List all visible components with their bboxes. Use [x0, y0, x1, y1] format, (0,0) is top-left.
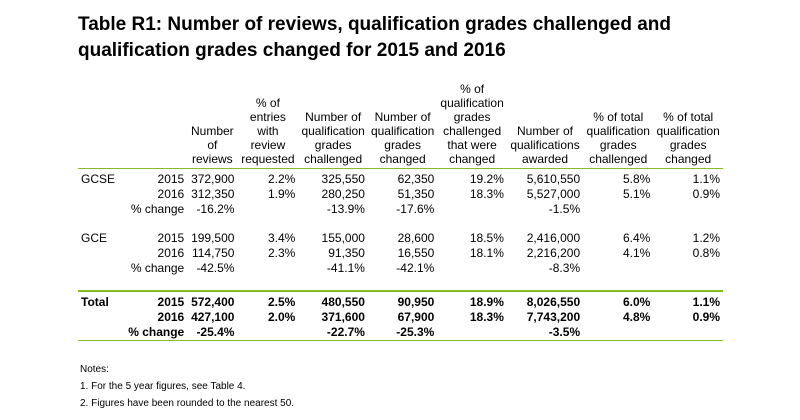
table-cell — [583, 325, 653, 341]
table-cell: 480,550 — [298, 291, 368, 310]
results-table — [78, 82, 723, 341]
table-cell — [653, 261, 723, 276]
header-cell-section — [78, 82, 124, 169]
table-cell: 91,350 — [328, 246, 365, 260]
table-cell: 280,250 — [321, 187, 365, 201]
table-cell: -25.4% — [187, 325, 237, 341]
table-cell: 114,750 — [191, 246, 235, 260]
table-cell: 0.8% — [692, 246, 720, 260]
table-cell: 67,900 — [397, 310, 435, 324]
table-cell — [437, 325, 507, 341]
table-cell: 16,550 — [397, 246, 435, 260]
row-label: 2015 — [157, 172, 185, 186]
section-label: GCE — [81, 231, 108, 245]
table-cell: 427,100 — [191, 310, 235, 324]
table-cell: 62,350 — [397, 172, 435, 186]
table-cell: 2,216,200 — [526, 246, 581, 260]
table-cell: 199,500 — [191, 231, 235, 245]
table-cell: 4.8% — [623, 310, 651, 324]
header-cell-grades-challenged: Number of qualification grades challenged — [298, 82, 368, 169]
table-cell: 2,416,000 — [526, 231, 581, 245]
section-label — [78, 325, 124, 341]
note-item: 1. For the 5 year figures, see Table 4. — [80, 381, 246, 392]
table-cell: 51,350 — [397, 187, 435, 201]
table-cell: 1.1% — [692, 172, 720, 186]
header-cell-reviews: Number of reviews — [187, 82, 237, 169]
table-cell: -41.1% — [326, 261, 365, 275]
table-cell: 5,610,550 — [526, 172, 581, 186]
table-row-total — [78, 325, 723, 341]
table-cell: 18.1% — [469, 246, 504, 260]
table-cell — [237, 261, 298, 276]
table-cell: 5,527,000 — [526, 187, 581, 201]
table-cell: 371,600 — [321, 310, 365, 324]
table-cell: 90,950 — [368, 291, 437, 310]
table-row-total — [78, 291, 723, 310]
table-cell: -13.9% — [326, 202, 365, 216]
row-label: 2015 — [157, 231, 185, 245]
section-label: GCSE — [81, 172, 116, 186]
table-cell: 372,900 — [191, 172, 235, 186]
table-cell: -22.7% — [298, 325, 368, 341]
table-cell: 19.2% — [469, 172, 504, 186]
spacer-row — [78, 276, 723, 291]
row-label: 2016 — [157, 246, 185, 260]
table-row — [78, 231, 723, 246]
table-title: Table R1: Number of reviews, qualification grades challenged and qualification grades changed for 2015 and 2016 — [78, 14, 672, 61]
table-cell: 0.9% — [692, 187, 720, 201]
section-label — [78, 310, 124, 325]
table-cell: 2.3% — [268, 246, 296, 260]
table-cell: -3.5% — [507, 325, 583, 341]
table-cell: 6.4% — [623, 231, 651, 245]
table-row — [78, 187, 723, 202]
table-cell: -1.5% — [548, 202, 581, 216]
table-cell: -42.1% — [396, 261, 435, 275]
header-cell-grades-changed: Number of qualification grades changed — [368, 82, 437, 169]
table-cell: 2.2% — [268, 172, 296, 186]
table-cell: 18.5% — [469, 231, 504, 245]
table-row — [78, 202, 723, 217]
table-cell: 1.1% — [653, 291, 723, 310]
table-cell — [653, 202, 723, 217]
table-cell: 28,600 — [397, 231, 435, 245]
header-cell-challenged-changed-pct: % of qualification grades challenged that were changed — [437, 82, 507, 169]
table-cell: 8,026,550 — [507, 291, 583, 310]
row-label: % change — [130, 202, 185, 216]
note-item: 2. Figures have been rounded to the nearest 50. — [80, 398, 295, 409]
table-cell — [237, 325, 298, 341]
header-row — [78, 82, 723, 169]
header-cell-entries-pct: % of entries with review requested — [237, 82, 298, 169]
table-cell: 6.0% — [583, 291, 653, 310]
row-label: 2015 — [124, 291, 187, 310]
table-cell: 18.9% — [437, 291, 507, 310]
header-cell-qualifications-awarded: Number of qualifications awarded — [507, 82, 583, 169]
section-label — [78, 246, 124, 261]
table-cell: 7,743,200 — [526, 310, 581, 324]
table-cell: -25.3% — [368, 325, 437, 341]
header-cell-year — [124, 82, 187, 169]
table-cell: 3.4% — [268, 231, 296, 245]
table-cell: 2.0% — [268, 310, 296, 324]
row-label: 2016 — [157, 310, 185, 324]
table-row — [78, 261, 723, 276]
row-label: 2016 — [157, 187, 185, 201]
table-cell: 312,350 — [191, 187, 235, 201]
table-cell: -8.3% — [548, 261, 581, 275]
row-label: % change — [130, 261, 185, 275]
section-label — [78, 187, 124, 202]
table-cell: 572,400 — [187, 291, 237, 310]
table-cell: 5.8% — [623, 172, 651, 186]
table-row — [78, 169, 723, 188]
notes-heading: Notes: — [80, 364, 109, 375]
section-label: Total — [78, 291, 124, 310]
table-cell — [583, 202, 653, 217]
table-row — [78, 246, 723, 261]
table-cell: 4.1% — [623, 246, 651, 260]
table-cell — [653, 325, 723, 341]
section-label — [78, 261, 124, 276]
table-cell: 5.1% — [623, 187, 651, 201]
row-label: % change — [124, 325, 187, 341]
table-row-total — [78, 310, 723, 325]
table-cell — [437, 261, 507, 276]
table-cell — [583, 261, 653, 276]
header-cell-total-challenged-pct: % of total qualification grades challenged — [583, 82, 653, 169]
table-cell — [237, 202, 298, 217]
section-label — [78, 202, 124, 217]
table-cell: 18.3% — [469, 187, 504, 201]
table-cell: 325,550 — [321, 172, 365, 186]
table-cell: -17.6% — [396, 202, 435, 216]
table-cell: 1.9% — [268, 187, 296, 201]
table-cell: 0.9% — [692, 310, 720, 324]
table-cell: -16.2% — [196, 202, 235, 216]
table-cell: 1.2% — [692, 231, 720, 245]
table-cell: -42.5% — [196, 261, 235, 275]
spacer-row — [78, 217, 723, 231]
table-cell — [437, 202, 507, 217]
table-cell: 18.3% — [469, 310, 504, 324]
table-cell: 2.5% — [237, 291, 298, 310]
notes — [80, 361, 294, 412]
header-cell-total-changed-pct: % of total qualification grades changed — [653, 82, 723, 169]
table-cell: 155,000 — [321, 231, 365, 245]
